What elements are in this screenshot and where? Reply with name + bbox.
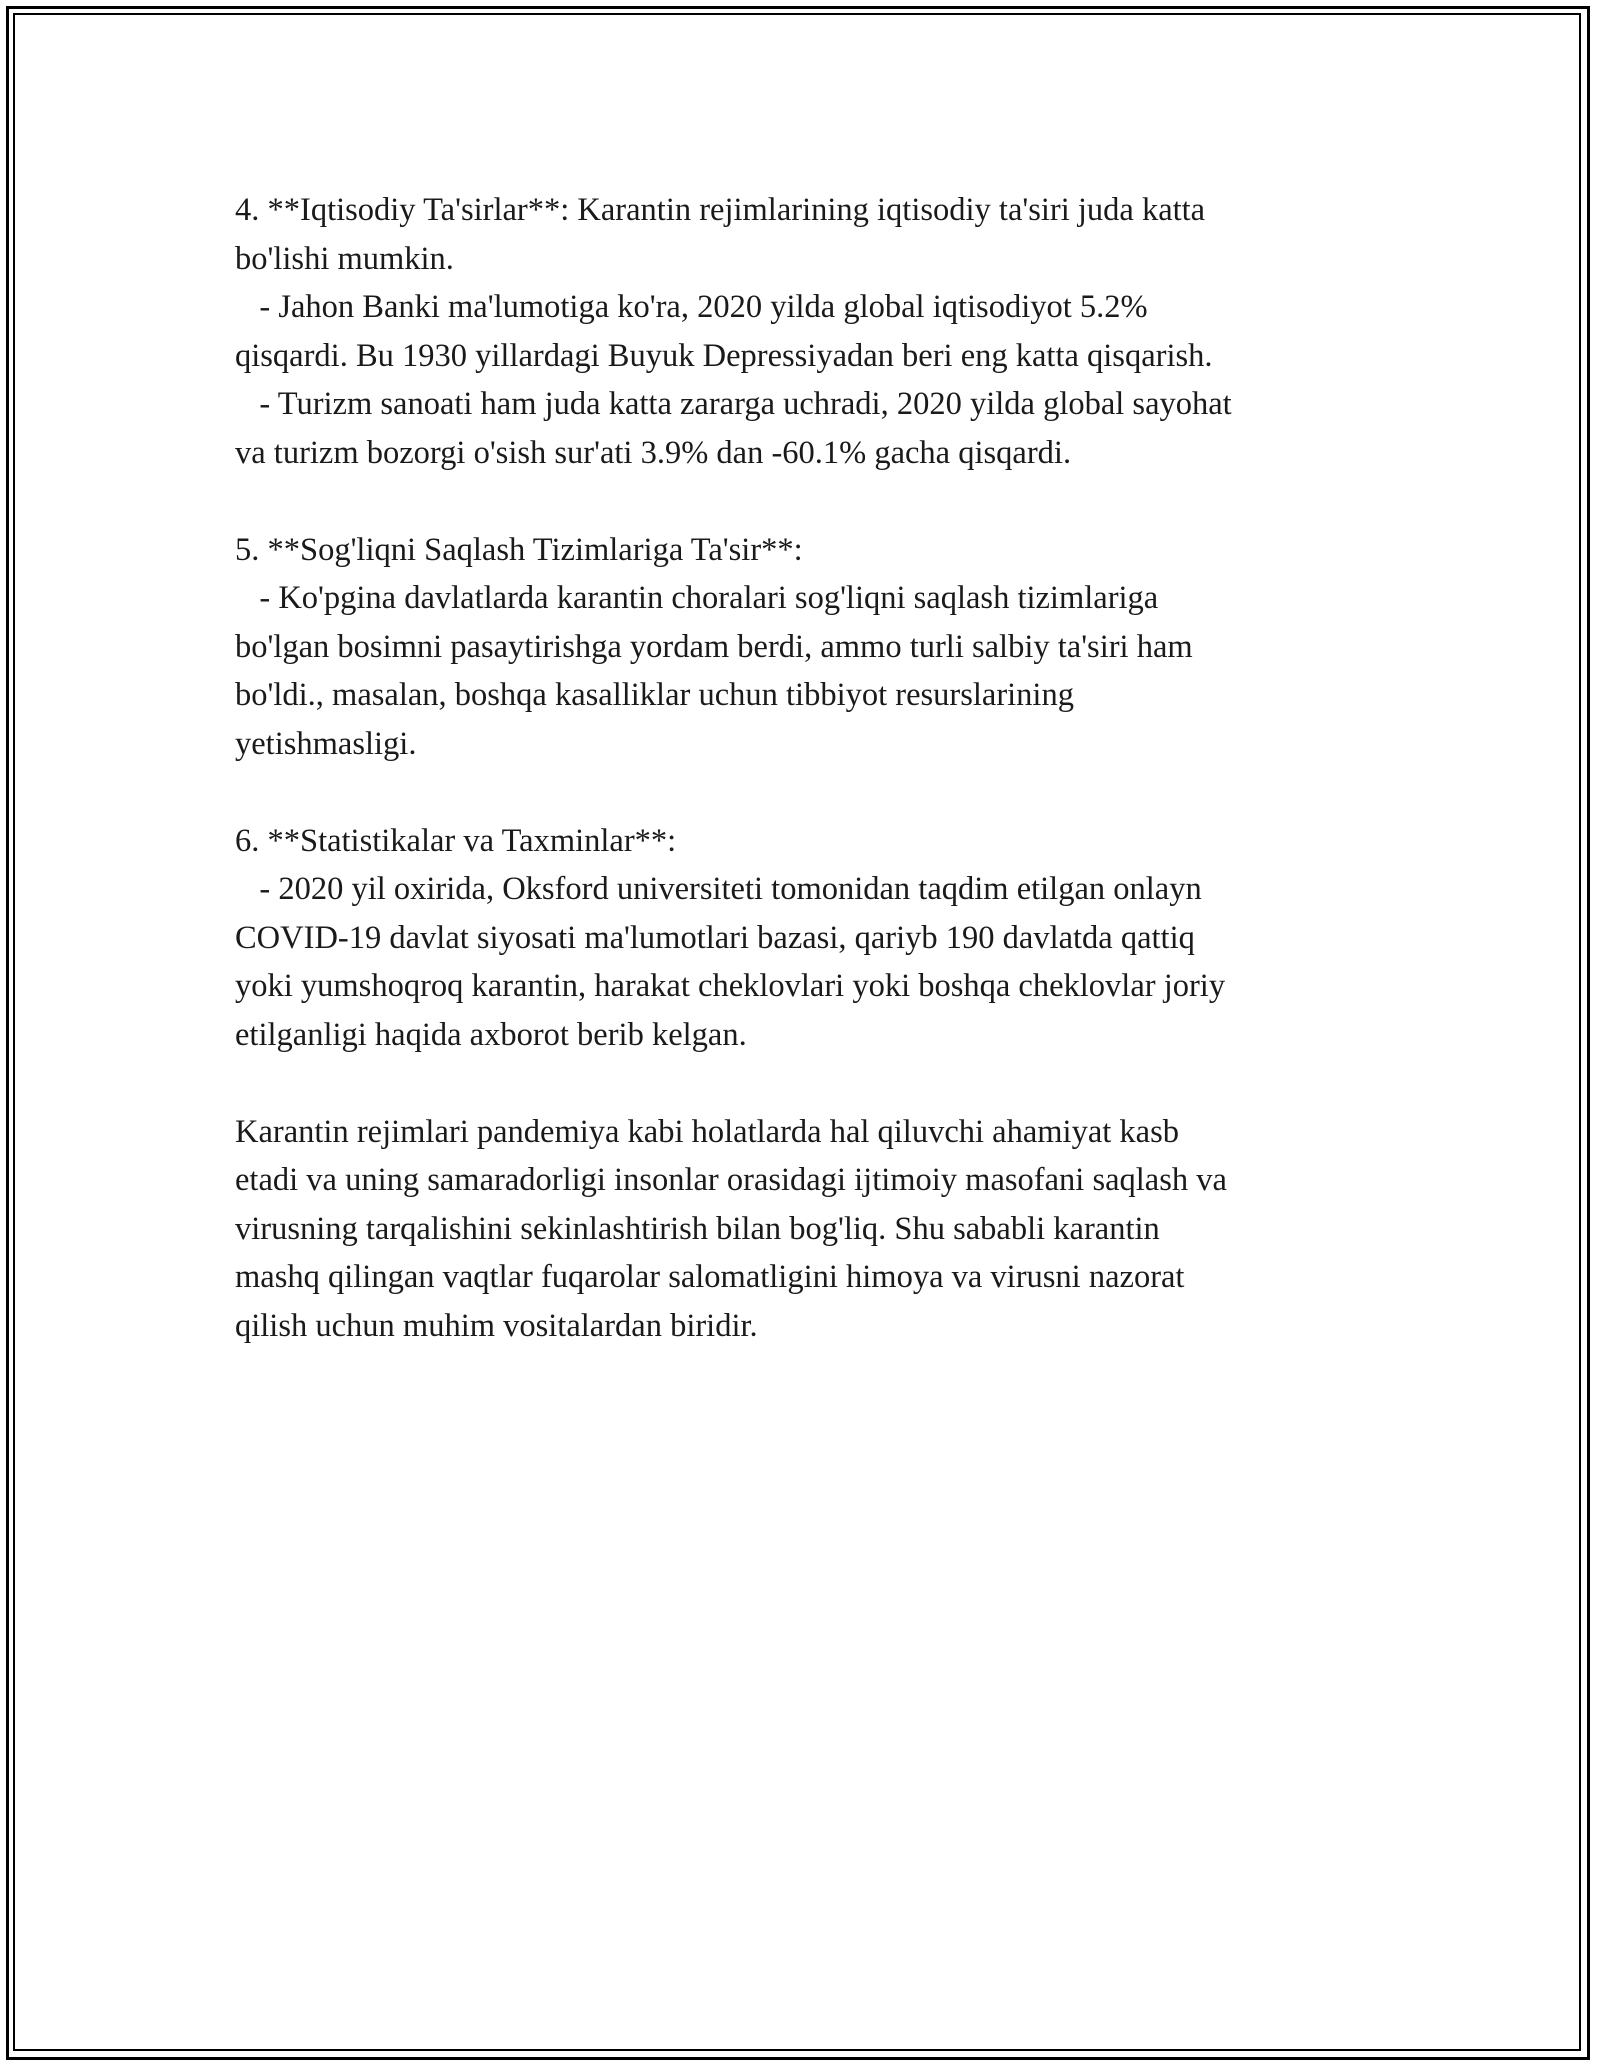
conclusion-line: etadi va uning samaradorligi insonlar orasidagi ijtimoiy masofani saqlash va xyxy=(235,1162,1227,1198)
paragraph-spacer xyxy=(235,1059,1395,1108)
section-4-line: va turizm bozorgi o'sish sur'ati 3.9% dan -60.1% gacha qisqardi. xyxy=(235,434,1072,471)
section-5-heading-line: 5. **Sog'liqni Saqlash Tizimlariga Ta'sir**: xyxy=(235,531,803,568)
document-body xyxy=(235,186,1395,1350)
section-5-line: bo'ldi., masalan, boshqa kasalliklar uchun tibbiyot resurslarining xyxy=(235,677,1074,713)
section-6-line: yoki yumshoqroq karantin, harakat cheklovlari yoki boshqa cheklovlar joriy xyxy=(235,968,1226,1004)
paragraph-spacer xyxy=(235,477,1395,526)
conclusion-paragraph xyxy=(235,1108,1395,1351)
section-6-heading-line: 6. **Statistikalar va Taxminlar**: xyxy=(235,822,677,859)
section-statistics xyxy=(235,817,1395,1060)
conclusion-line: virusning tarqalishini sekinlashtirish bilan bog'liq. Shu sababli karantin xyxy=(235,1210,1160,1247)
conclusion-line: Karantin rejimlari pandemiya kabi holatlarda hal qiluvchi ahamiyat kasb xyxy=(235,1113,1179,1150)
section-health-systems xyxy=(235,526,1395,769)
section-4-heading-line: 4. **Iqtisodiy Ta'sirlar**: Karantin rejimlarining iqtisodiy ta'siri juda katta xyxy=(235,192,1206,228)
section-economic-impacts xyxy=(235,186,1395,477)
section-6-line: etilganligi haqida axborot berib kelgan. xyxy=(235,1016,747,1053)
section-4-line: bo'lishi mumkin. xyxy=(235,240,454,277)
section-5-line: bo'lgan bosimni pasaytirishga yordam berdi, ammo turli salbiy ta'siri ham xyxy=(235,628,1193,665)
conclusion-line: qilish uchun muhim vositalardan biridir. xyxy=(235,1307,758,1344)
section-6-line: COVID-19 davlat siyosati ma'lumotlari bazasi, qariyb 190 davlatda qattiq xyxy=(235,919,1195,956)
paragraph-spacer xyxy=(235,768,1395,817)
section-4-line: qisqardi. Bu 1930 yillardagi Buyuk Depressiyadan beri eng katta qisqarish. xyxy=(235,337,1213,374)
section-6-bullet: - 2020 yil oxirida, Oksford universiteti tomonidan taqdim etilgan onlayn xyxy=(235,871,1202,907)
section-4-bullet-world-bank: - Jahon Banki ma'lumotiga ko'ra, 2020 yilda global iqtisodiyot 5.2% xyxy=(235,289,1148,325)
conclusion-line: mashq qilingan vaqtlar fuqarolar salomatligini himoya va virusni nazorat xyxy=(235,1259,1185,1295)
section-5-bullet: - Ko'pgina davlatlarda karantin choralari sog'liqni saqlash tizimlariga xyxy=(235,580,1159,616)
section-4-bullet-tourism: - Turizm sanoati ham juda katta zararga uchradi, 2020 yilda global sayohat xyxy=(235,386,1232,422)
section-5-line: yetishmasligi. xyxy=(235,725,417,762)
